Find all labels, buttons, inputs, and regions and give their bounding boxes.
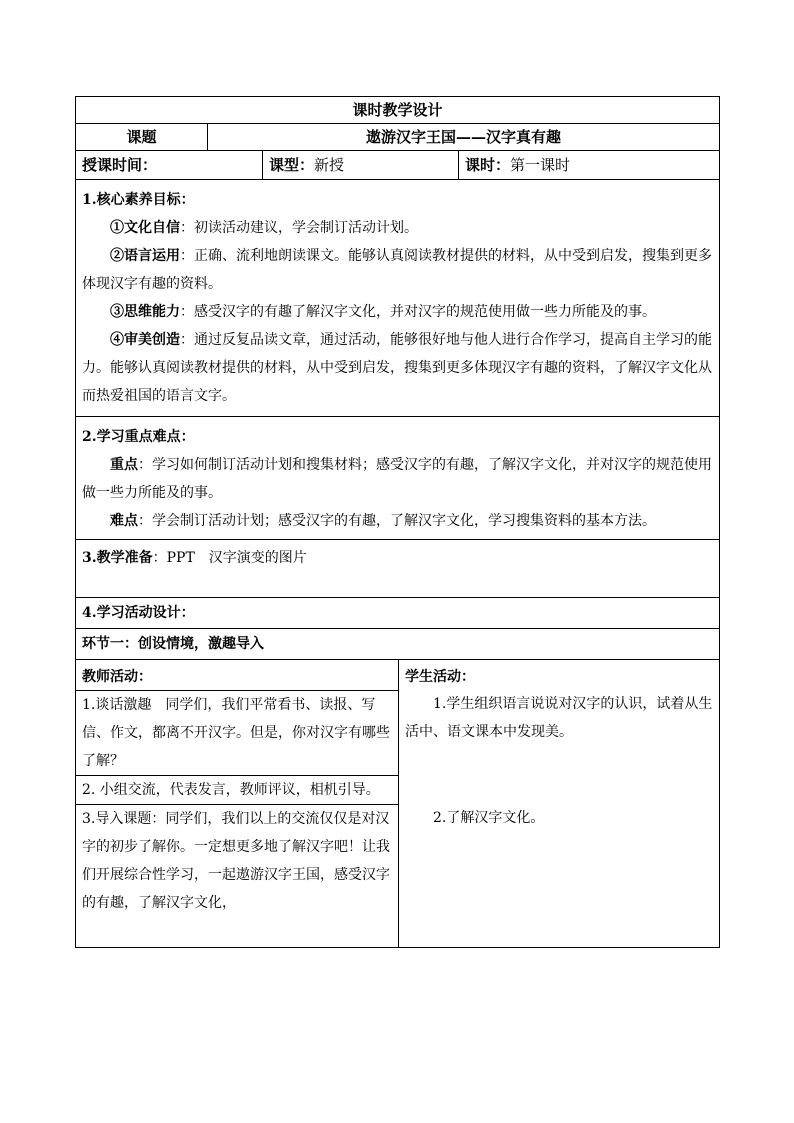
- teacher-item: 3.导入课题：同学们，我们以上的交流仅仅是对汉字的初步了解你。一定想更多地了解汉字吧！让我们开展综合性学习，一起遨游汉字王国，感受汉字的有趣，了解汉字文化，: [76, 804, 398, 917]
- prep-section: [76, 540, 720, 598]
- goal-text: ：正确、流利地朗读课文。能够认真阅读教材提供的材料，从中受到启发，搜集到更多体现汉字有趣的资料。: [82, 248, 712, 292]
- goal-text: ：感受汉字的有趣了解汉字文化，并对汉字的规范使用做一些力所能及的事。: [180, 304, 656, 320]
- goal-item: [82, 326, 713, 410]
- lesson-type-value: 新授: [314, 156, 345, 174]
- goals-heading: 1.核心素养目标：: [82, 192, 195, 208]
- goal-label: ③思维能力: [110, 304, 180, 320]
- teacher-item: 1.谈话激趣 同学们，我们平常看书、读报、写信、作文，都离不开汉字。但是，你对汉字有哪些了解？: [76, 690, 398, 775]
- prep-paragraph: [82, 544, 713, 572]
- segment-heading: 环节一：创设情境，激趣导入: [76, 629, 720, 660]
- prep-heading: 3.教学准备: [82, 550, 153, 566]
- goal-item: [82, 242, 713, 298]
- goal-item: [82, 298, 713, 326]
- keypoints-heading: 2.学习重点难点：: [82, 429, 195, 445]
- goal-label: ①文化自信: [110, 220, 180, 236]
- difficulty-paragraph: [82, 507, 713, 535]
- lesson-type-cell: [263, 151, 459, 180]
- goal-label: ②语言运用: [110, 248, 180, 264]
- topic-value: 遨游汉字王国——汉字真有趣: [208, 124, 720, 151]
- difficulty-text: ：学会制订活动计划；感受汉字的有趣，了解汉字文化，学习搜集资料的基本方法。: [138, 513, 656, 529]
- student-activity-heading: 学生活动：: [405, 669, 475, 685]
- lesson-period-value: 第一课时: [510, 156, 571, 174]
- lesson-plan-document: [75, 96, 719, 948]
- goal-text: ：通过反复品读文章，通过活动，能够很好地与他人进行合作学习，提高自主学习的能力。能够认真阅读教材提供的材料，从中受到启发，搜集到更多体现汉字有趣的资料，了解汉字文化从而热爱祖国的语言文字。: [82, 332, 712, 404]
- lesson-period-label: 课时：: [465, 156, 511, 174]
- goal-item: [82, 214, 713, 242]
- difficulty-label: 难点: [110, 513, 138, 529]
- lesson-type-label: 课型：: [269, 156, 315, 174]
- goal-text: ：初读活动建议，学会制订活动计划。: [180, 220, 418, 236]
- student-item: 1.学生组织语言说说对汉字的认识，试着从生活中、语文课本中发现美。: [405, 696, 713, 740]
- keypoints-section: [76, 417, 720, 540]
- topic-label: 课题: [76, 124, 208, 151]
- teacher-item: 2. 小组交流，代表发言，教师评议，相机引导。: [76, 775, 398, 804]
- page-title: 课时教学设计: [76, 97, 720, 124]
- lesson-period-cell: [459, 151, 720, 180]
- focus-label: 重点: [110, 457, 138, 473]
- lesson-plan-table: [75, 96, 720, 948]
- activity-heading: 4.学习活动设计：: [76, 598, 720, 629]
- goals-section: [76, 180, 720, 417]
- prep-text: ：PPT 汉字演变的图片: [152, 550, 307, 566]
- focus-paragraph: [82, 451, 713, 507]
- focus-text: ：学习如何制订活动计划和搜集材料；感受汉字的有趣，了解汉字文化，并对汉字的规范使用做一些力所能及的事。: [82, 457, 712, 501]
- teacher-activity-cell: [76, 660, 399, 948]
- class-time-label: 授课时间：: [76, 151, 263, 180]
- student-activity-cell: [399, 660, 720, 948]
- teacher-activity-heading: 教师活动：: [82, 669, 152, 685]
- goal-label: ④审美创造: [110, 332, 180, 348]
- student-item: 2.了解汉字文化。: [433, 810, 545, 826]
